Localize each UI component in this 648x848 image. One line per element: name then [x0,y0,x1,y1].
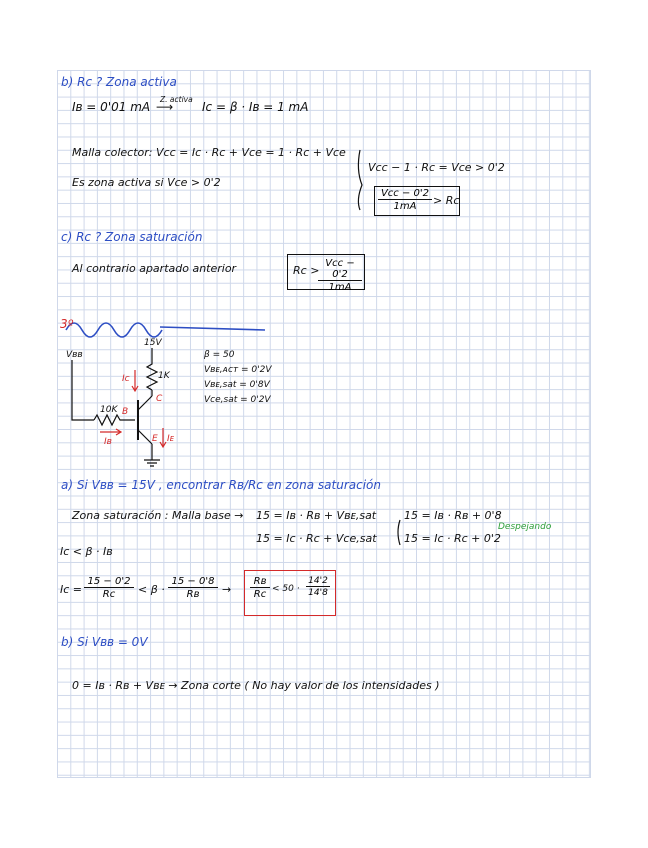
vce-inequality: Vcc − 1 · Rc = Vce > 0'2 [368,161,505,174]
param-beta: β = 50 [204,350,235,360]
corte-equation: 0 = Iʙ · Rʙ + Vʙᴇ → Zona corte ( No hay valor de los intensidades ) [72,679,440,692]
result-value: $\frac{14'2}{14'8}$ [306,576,330,598]
vbb-label: Vʙʙ [66,350,83,360]
ib-arrow-label: Iʙ [104,437,112,447]
ineq-mid: < β · [138,583,165,596]
section-a-heading: a) Si Vʙʙ = 15V , encontrar Rʙ/Rc en zona saturación [61,478,381,492]
result-ratio: $\frac{\text{Rʙ}}{Rc}$ [250,576,270,600]
ie-arrow-label: Iᴇ [167,434,175,444]
section-c-heading: c) Rc ? Zona saturación [61,230,203,244]
despejando-note: Despejando [498,522,552,532]
ineq-left: Ic = [60,583,83,596]
eq2-right: 15 = Ic · Rc + 0'2 [404,532,501,545]
result-mid: < 50 · [272,584,300,594]
section-b2-heading: b) Si Vʙʙ = 0V [61,635,148,649]
param-vbe-sat: Vʙᴇ,sat = 0'8V [204,380,270,390]
arrow-label: Z. activa [160,95,193,104]
implies-arrow-icon: → [222,583,232,596]
contrario-text: Al contrario apartado anterior [72,262,237,275]
exercise-number: 3º [60,317,74,331]
section-b-heading: b) Rc ? Zona activa [61,75,177,89]
ib-value: Iʙ = 0'01 mA [72,100,151,114]
malla-base-eq2: 15 = Ic · Rc + Vce,sat [256,532,377,545]
v15-label: 15V [144,338,162,348]
param-vce-sat: Vce,sat = 0'2V [204,395,271,405]
result-fraction-b: Vcc − 0'2 1mA [378,188,432,212]
arrow-icon: ⟶ [156,100,174,114]
active-condition: Es zona activa si Vce > 0'2 [72,176,221,189]
ic-value: Ic = β · Iʙ = 1 mA [202,100,309,114]
fraction-ib: $\frac{15 - 0'8}{\text{Rʙ}}$ [168,576,218,600]
malla-colector-eq: Malla colector: Vcc = Ic · Rc + Vce = 1 · Rc + Vce [72,146,346,159]
box-c-left: Rc > [293,264,320,277]
r1k-label: 1K [158,371,170,381]
param-vbe-act: Vʙᴇ,ᴀᴄᴛ = 0'2V [204,365,272,375]
result-fraction-c: Vcc − 0'2 1mA [318,258,362,293]
result-relation-b: > Rc [433,194,460,207]
fraction-ic: $\frac{15 - 0'2}{Rc}$ [84,576,134,600]
ic-condition: Ic < β · Iʙ [60,545,113,558]
emitter-label: E [152,434,158,444]
r10k-label: 10K [100,405,118,415]
base-label: B [122,407,129,417]
ic-arrow-label: Ic [122,374,130,384]
eq1-right: 15 = Iʙ · Rʙ + 0'8 [404,509,502,522]
zona-saturacion-label: Zona saturación : Malla base → [72,509,244,522]
collector-label: C [156,394,163,404]
malla-base-eq1: 15 = Iʙ · Rʙ + Vʙᴇ,sat [256,509,377,522]
